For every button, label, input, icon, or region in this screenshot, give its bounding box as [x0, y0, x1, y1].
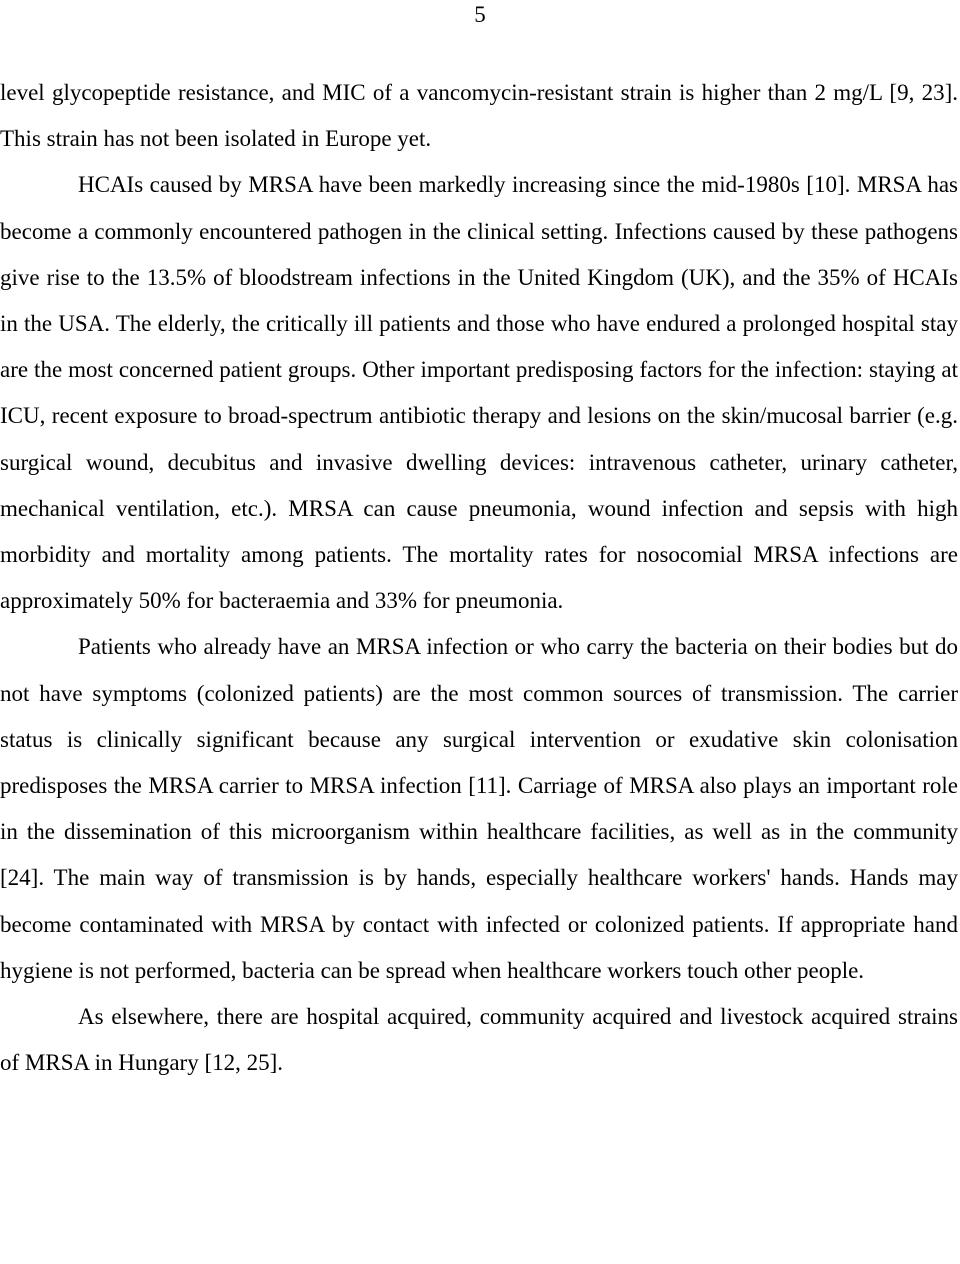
paragraph-hcais-mrsa: HCAIs caused by MRSA have been markedly increasing since the mid-1980s [10]. MRSA has become a commonly encountered pathogen in the clinical setting. Infections caused by these pathogens give rise to the 13.5% of bloodstream infections in the United Kingdom (UK), and the 35% of HCAIs in the USA. The elderly, the critically ill patients and those who have endured a prolonged hospital stay are the most concerned patient groups. Other important predisposing factors for the infection: staying at ICU, recent exposure to broad-spectrum antibiotic therapy and lesions on the skin/mucosal barrier (e.g. surgical wound, decubitus and invasive dwelling devices: intravenous catheter, urinary catheter, mechanical ventilation, etc.). MRSA can cause pneumonia, wound infection and sepsis with high morbidity and mortality among patients. The mortality rates for nosocomial MRSA infections are approximately 50% for bacteraemia and 33% for pneumonia. [0, 172, 958, 614]
document-body [0, 70, 958, 1086]
paragraph-transmission: Patients who already have an MRSA infection or who carry the bacteria on their bodies but do not have symptoms (colonized patients) are the most common sources of transmission. The carrier status is clinically significant because any surgical intervention or exudative skin colonisation predisposes the MRSA carrier to MRSA infection [11]. Carriage of MRSA also plays an important role in the dissemination of this microorganism within healthcare facilities, as well as in the community [24]. The main way of transmission is by hands, especially healthcare workers' hands. Hands may become contaminated with MRSA by contact with infected or colonized patients. If appropriate hand hygiene is not performed, bacteria can be spread when healthcare workers touch other people. [0, 634, 958, 983]
page-number: 5 [474, 2, 486, 27]
paragraph-continuation: level glycopeptide resistance, and MIC of a vancomycin-resistant strain is higher than 2 mg/L [9, 23]. This strain has not been isolated in Europe yet. [0, 80, 958, 152]
paragraph-strains-hungary: As elsewhere, there are hospital acquired, community acquired and livestock acquired strains of MRSA in Hungary [12, 25]. [0, 1004, 958, 1076]
